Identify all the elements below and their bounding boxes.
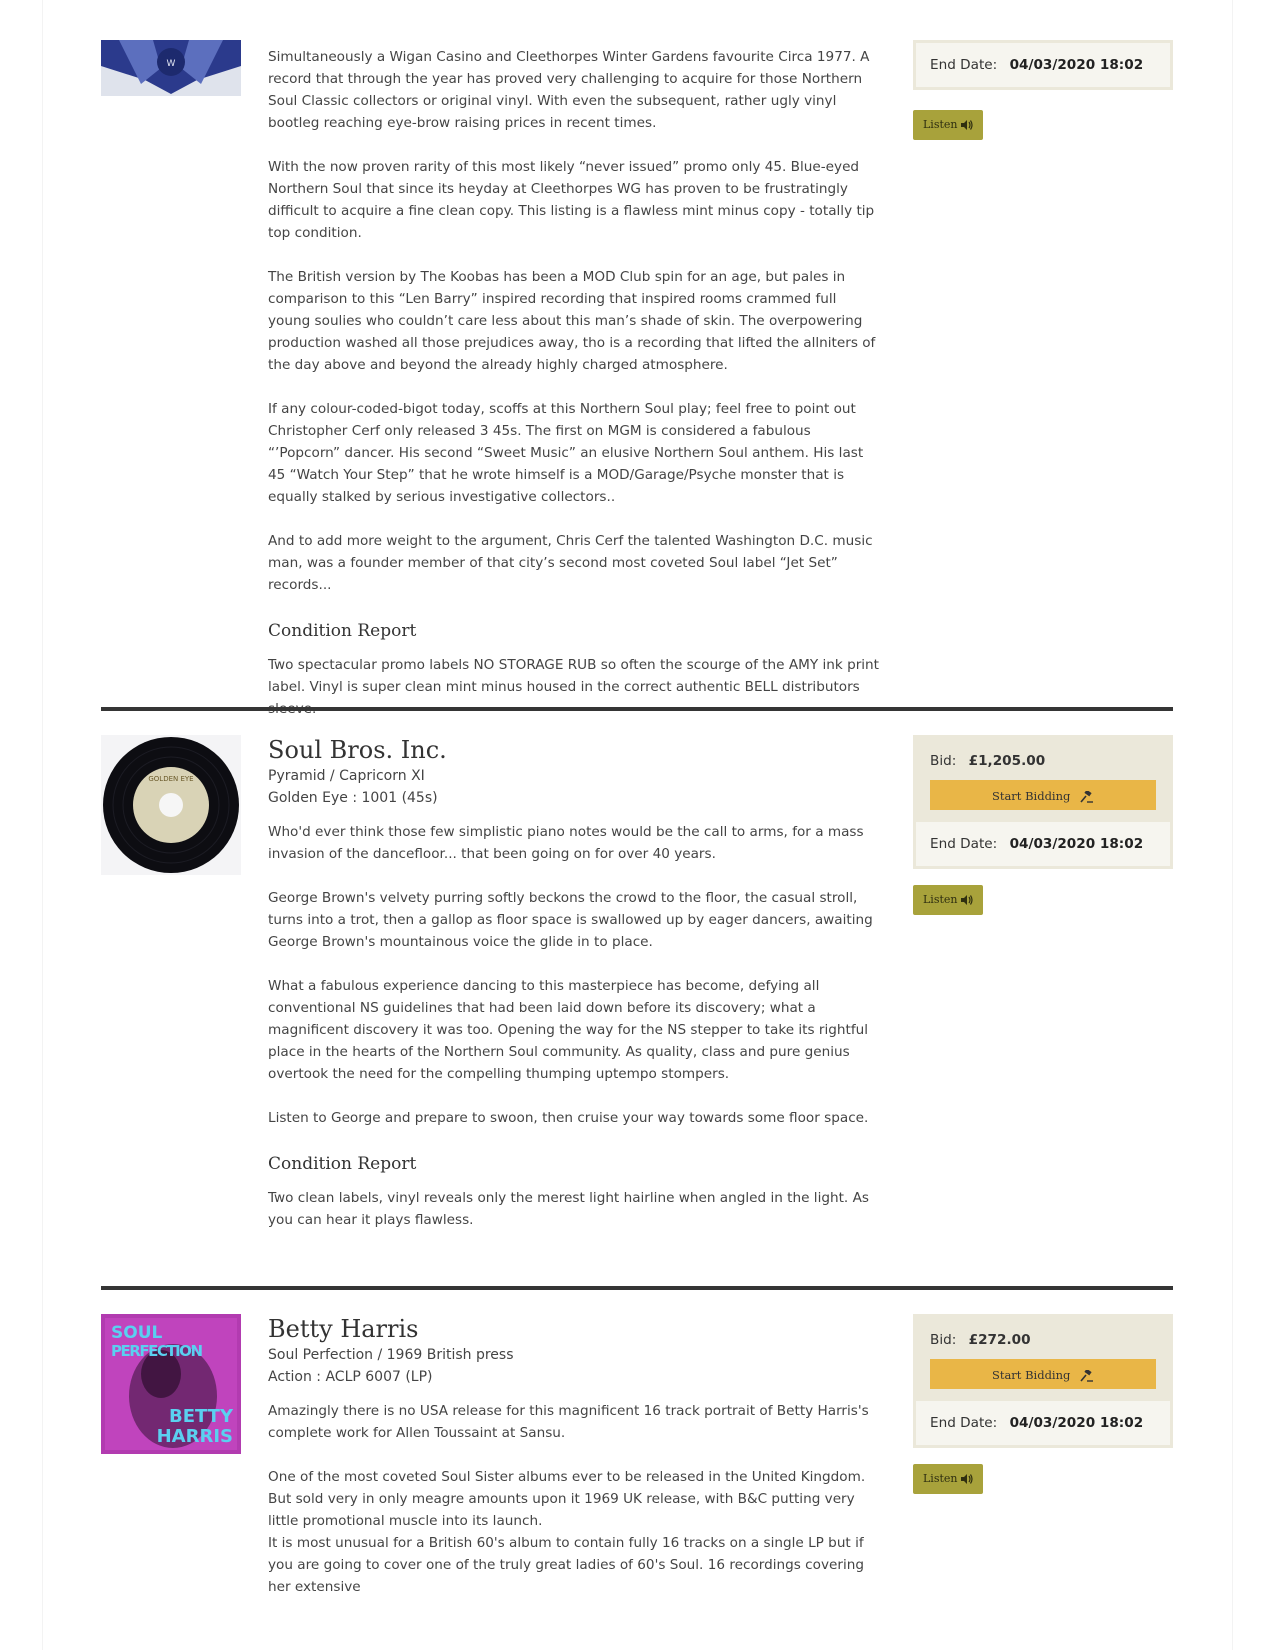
bid-box — [913, 735, 1173, 869]
start-bidding-button[interactable] — [930, 780, 1156, 810]
description-paragraph: George Brown's velvety purring softly beckons the crowd to the floor, the casual stroll, turns into a trot, then a gallop as floor space is swallowed up by eager dancers, awaiting George Brown's mountainous voice the glide in to place. — [268, 890, 873, 950]
listing-1-description — [268, 46, 880, 720]
description-paragraph: What a fabulous experience dancing to this masterpiece has become, defying all conventional NS guidelines that had been laid down before its discovery; what a magnificent discovery it was too. Opening the way for the NS stepper to take its rightful place in the hearts of the Northern Soul community. As quality, class and pure genius overtook the need for the compelling thumping uptempo stompers. — [268, 978, 869, 1082]
artist-name[interactable]: Betty Harris — [268, 1315, 419, 1343]
description-paragraph: If any colour-coded-bigot today, scoffs at this Northern Soul play; feel free to point out Christopher Cerf only released 3 45s. The first on MGM is considered a fabulous “’Popcorn” dancer. His second “Sweet Music” an elusive Northern Soul anthem. His last 45 “Watch Your Step” that he wrote himself is a MOD/Garage/Psyche monster that is equally stalked by serious investigative collectors.. — [268, 401, 864, 505]
bid-box — [913, 1314, 1173, 1448]
listing-divider — [101, 1286, 1173, 1290]
cover-title-line1: SOUL — [111, 1323, 163, 1343]
description-paragraph: Who'd ever think those few simplistic piano notes would be the call to arms, for a mass invasion of the dancefloor... that been going on for over 40 years. — [268, 824, 864, 862]
cover-title-line2: PERFECTION — [111, 1342, 203, 1360]
listen-button[interactable] — [913, 1464, 983, 1494]
description-paragraph: The British version by The Koobas has been a MOD Club spin for an age, but pales in comparison to this “Len Barry” inspired recording that inspired rooms crammed full young soulies who couldn’t care less about this man’s shade of skin. The overpowering production washed all those prejudices away, tho is a recording that lifted the allniters of the day above and beyond the already highly charged atmosphere. — [268, 269, 876, 373]
listen-button[interactable] — [913, 110, 983, 140]
description-paragraph: Simultaneously a Wigan Casino and Cleethorpes Winter Gardens favourite Circa 1977. A record that through the year has proved very challenging to acquire for those Northern Soul Classic collectors or original vinyl. With even the subsequent, rather ugly vinyl bootleg reaching eye-brow raising prices in recent times. — [268, 49, 870, 131]
condition-report-heading: Condition Report — [268, 1154, 417, 1174]
listen-label: Listen — [923, 893, 958, 906]
end-date-label: End Date: — [930, 1415, 998, 1431]
current-bid-row — [916, 738, 1170, 772]
record-thumbnail-1[interactable] — [101, 40, 241, 96]
speaker-icon — [961, 120, 973, 130]
record-title: Soul Perfection / 1969 British press — [268, 1347, 514, 1363]
album-cover-image — [101, 1314, 241, 1454]
bid-panel-1 — [913, 40, 1173, 131]
speaker-icon — [961, 895, 973, 905]
start-bidding-label: Start Bidding — [991, 1368, 1071, 1382]
listen-label: Listen — [923, 118, 958, 131]
speaker-icon — [961, 1474, 973, 1484]
bid-label: Bid: — [930, 753, 957, 769]
description-paragraph: One of the most coveted Soul Sister albums ever to be released in the United Kingdom. But sold very in only meagre amounts upon it 1969 UK release, with B&C putting very little promotional muscle into its launch. — [268, 1469, 866, 1529]
bid-value: £272.00 — [968, 1332, 1031, 1348]
record-label-text: GOLDEN EYE — [148, 775, 194, 783]
condition-report-text: Two clean labels, vinyl reveals only the merest light hairline when angled in the light. As you can hear it plays flawless. — [268, 1190, 869, 1228]
description-paragraph: Amazingly there is no USA release for this magnificent 16 track portrait of Betty Harris's complete work for Allen Toussaint at Sansu. — [268, 1403, 869, 1441]
end-date-value: 04/03/2020 18:02 — [1009, 57, 1144, 73]
description-paragraph: And to add more weight to the argument, Chris Cerf the talented Washington D.C. music man, was a founder member of that city’s second most coveted Soul label “Jet Set” records... — [268, 533, 873, 593]
condition-report-heading: Condition Report — [268, 621, 417, 641]
listen-button[interactable] — [913, 885, 983, 915]
end-date-row — [916, 43, 1170, 87]
description-paragraph: With the now proven rarity of this most likely “never issued” promo only 45. Blue-eyed Northern Soul that since its heyday at Cleethorpes WG has proven to be frustratingly difficult to acquire a fine clean copy. This listing is a flawless mint minus copy - totally tip top condition. — [268, 159, 875, 241]
artist-name[interactable]: Soul Bros. Inc. — [268, 736, 447, 764]
end-date-label: End Date: — [930, 57, 998, 73]
record-thumbnail-2[interactable] — [101, 735, 241, 875]
gavel-icon — [1080, 1370, 1094, 1382]
start-bidding-label: Start Bidding — [991, 789, 1071, 803]
promo-label-image — [101, 40, 241, 96]
start-bidding-button[interactable] — [930, 1359, 1156, 1389]
record-title: Pyramid / Capricorn XI — [268, 768, 425, 784]
record-thumbnail-3[interactable] — [101, 1314, 241, 1454]
end-date-label: End Date: — [930, 836, 998, 852]
current-bid-row — [916, 1317, 1170, 1351]
bid-value: £1,205.00 — [968, 753, 1046, 769]
listen-label: Listen — [923, 1472, 958, 1485]
listing-divider — [101, 707, 1173, 711]
label-catalog: Action : ACLP 6007 (LP) — [268, 1369, 433, 1385]
gavel-icon — [1080, 791, 1094, 803]
condition-report-text: Two spectacular promo labels NO STORAGE RUB so often the scourge of the AMY ink print label. Vinyl is super clean mint minus housed in the correct authentic BELL distributors — [268, 657, 880, 695]
end-date-value: 04/03/2020 18:02 — [1009, 1415, 1144, 1431]
end-date-value: 04/03/2020 18:02 — [1009, 836, 1144, 852]
end-date-row — [916, 822, 1170, 866]
description-paragraph: It is most unusual for a British 60's album to contain fully 16 tracks on a single LP but if you are going to cover one of the truly great ladies of 60's Soul. 16 recordings covering her extensive — [268, 1535, 864, 1595]
svg-text:W: W — [166, 59, 176, 69]
description-paragraph: Listen to George and prepare to swoon, then cruise your way towards some floor space. — [268, 1110, 869, 1126]
listing-2-description — [268, 735, 880, 1231]
bid-label: Bid: — [930, 1332, 957, 1348]
listing-3-description — [268, 1314, 880, 1598]
vinyl-record-image — [101, 735, 241, 875]
bid-panel-2 — [913, 735, 1173, 906]
end-date-row — [916, 1401, 1170, 1445]
cover-name-line1: BETTY — [168, 1406, 233, 1427]
cover-name-line2: HARRIS — [156, 1426, 233, 1447]
end-date-box — [913, 40, 1173, 90]
bid-panel-3 — [913, 1314, 1173, 1485]
label-catalog: Golden Eye : 1001 (45s) — [268, 790, 438, 806]
